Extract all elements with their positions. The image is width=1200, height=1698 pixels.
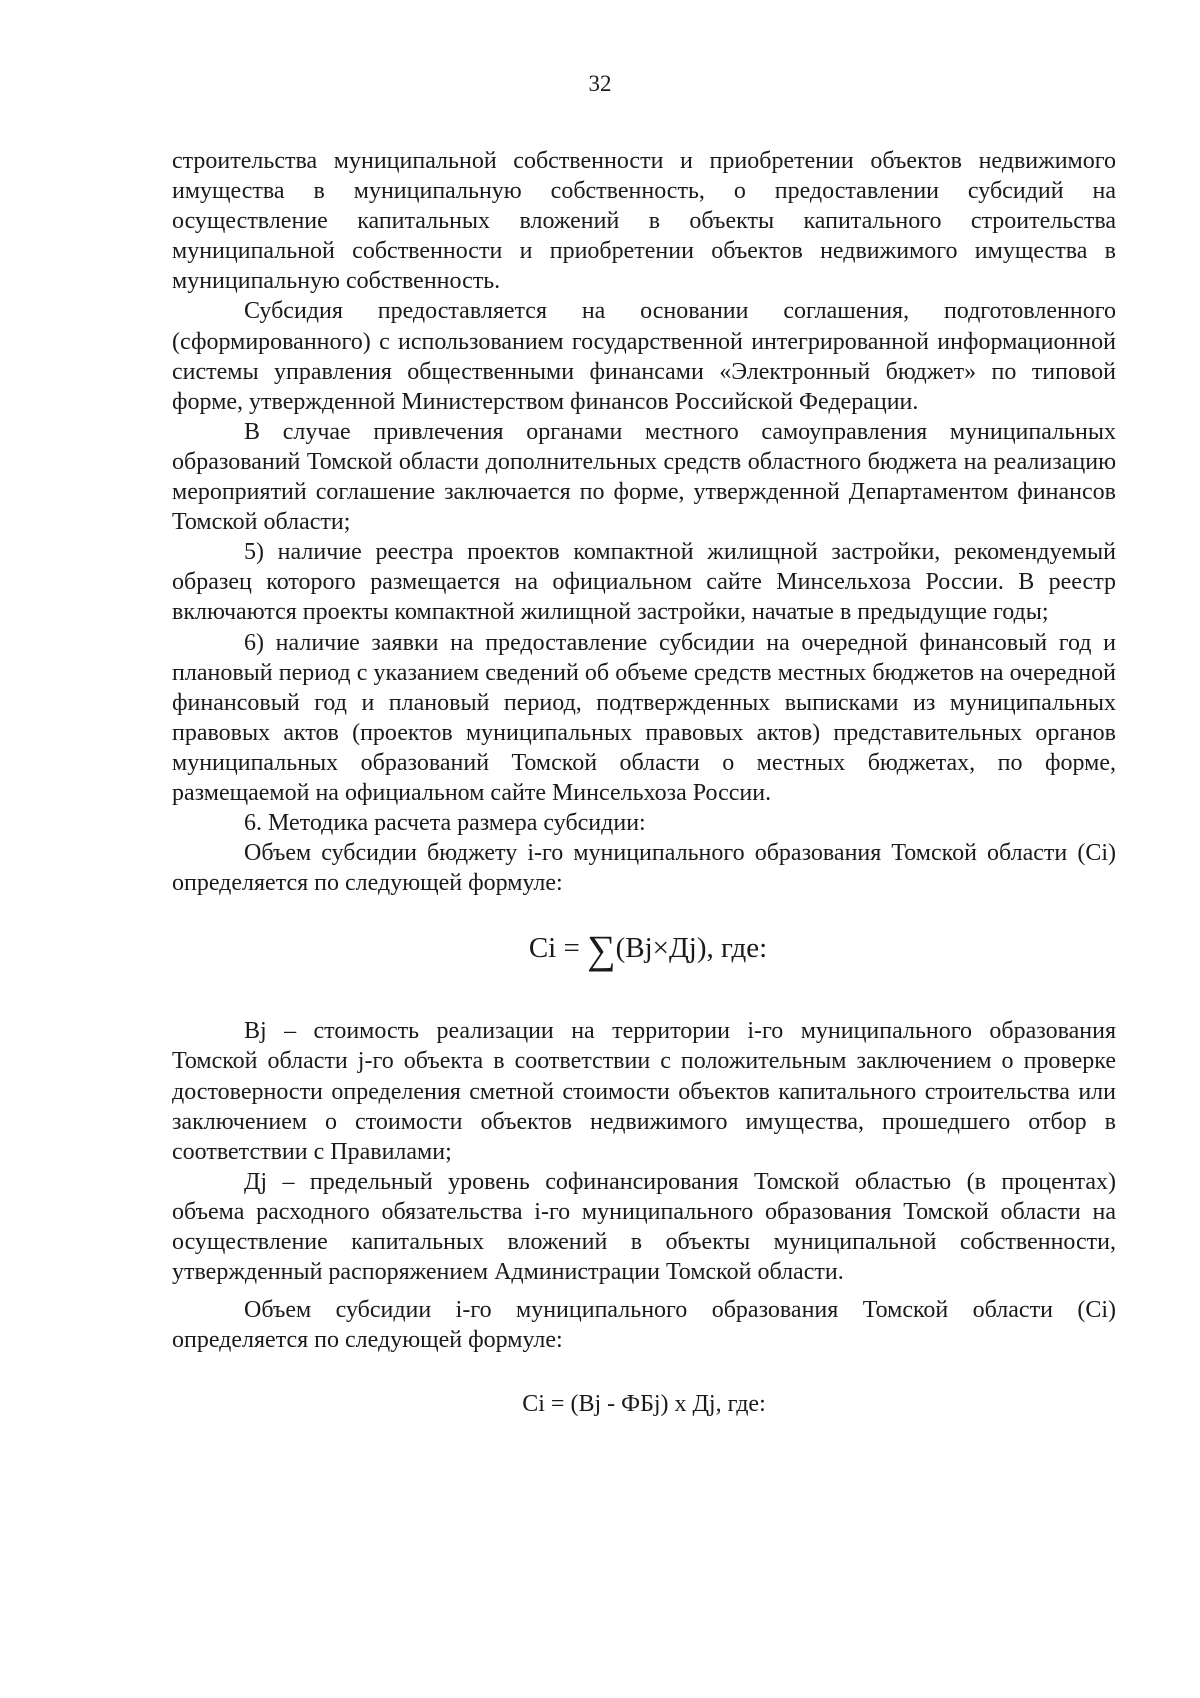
definition-dj: Дj – предельный уровень софинансирования Томской областью (в процентах) объема расходного обязательства i-го муниципального образования Томской области на осуществление капитальных вложений в объекты муниципальной собственности, утвержденный распоряжением Администрации Томской области. (172, 1168, 1116, 1286)
paragraph-item-6: 6) наличие заявки на предоставление субсидии на очередной финансовый год и плановый период с указанием сведений об объеме средств местных бюджетов на очередной финансовый год и плановый период, подтвержденных выписками из муниципальных правовых актов (проектов муниципальных правовых актов) представительных органов муниципальных образований Томской области о местных бюджетах, по форме, размещаемой на официальном сайте Минсельхоза России. (172, 629, 1116, 806)
formula-suffix: , где: (706, 932, 768, 965)
paragraph-continuation: строительства муниципальной собственности и приобретении объектов недвижимого имущества в муниципальную собственность, о предоставлении субсидий на осуществление капитальных вложений в объекты капитального строительства муниципальной собственности и приобретении объектов недвижимого имущества в муниципальную собственность. (172, 148, 1116, 295)
formula-sum (172, 927, 1116, 973)
paragraph-item-5: 5) наличие реестра проектов компактной жилищной застройки, рекомендуемый образец которого размещается на официальном сайте Минсельхоза России. В реестр включаются проекты компактной жилищной застройки, начатые в предыдущие годы; (172, 539, 1116, 626)
formula-rhs: (Bj×Дj) (615, 932, 707, 965)
paragraph-additional-funds: В случае привлечения органами местного самоуправления муниципальных образований Томской области дополнительных средств областного бюджета на реализацию мероприятий соглашение заключается по форме, утвержденной Департаментом финансов Томской области; (172, 418, 1116, 536)
sigma-symbol: ∑ (587, 927, 616, 973)
paragraph-subsidy-volume-2: Объем субсидии i-го муниципального образования Томской области (Ci) определяется по следующей формуле: (172, 1297, 1116, 1354)
formula-difference: Ci = (Bj - ФБj) х Дj, где: (522, 1391, 766, 1418)
document-body (172, 146, 1116, 1419)
paragraph-subsidy-volume: Объем субсидии бюджету i-го муниципального образования Томской области (Ci) определяется по следующей формуле: (172, 840, 1116, 897)
definition-bj: Bj – стоимость реализации на территории i-го муниципального образования Томской области j-го объекта в соответствии с положительным заключением о проверке достоверности определения сметной стоимости объектов капитального строительства или заключением о стоимости объектов недвижимого имущества, прошедшего отбор в соответствии с Правилами; (172, 1018, 1116, 1165)
section-heading-methodology: 6. Методика расчета размера субсидии: (244, 810, 646, 837)
paragraph-subsidy-agreement: Субсидия предоставляется на основании соглашения, подготовленного (сформированного) с использованием государственной интегрированной информационной системы управления общественными финансами «Электронный бюджет» по типовой форме, утвержденной Министерством финансов Российской Федерации. (172, 298, 1116, 415)
formula-lhs: Ci = (528, 932, 588, 965)
page-number: 32 (588, 71, 612, 96)
